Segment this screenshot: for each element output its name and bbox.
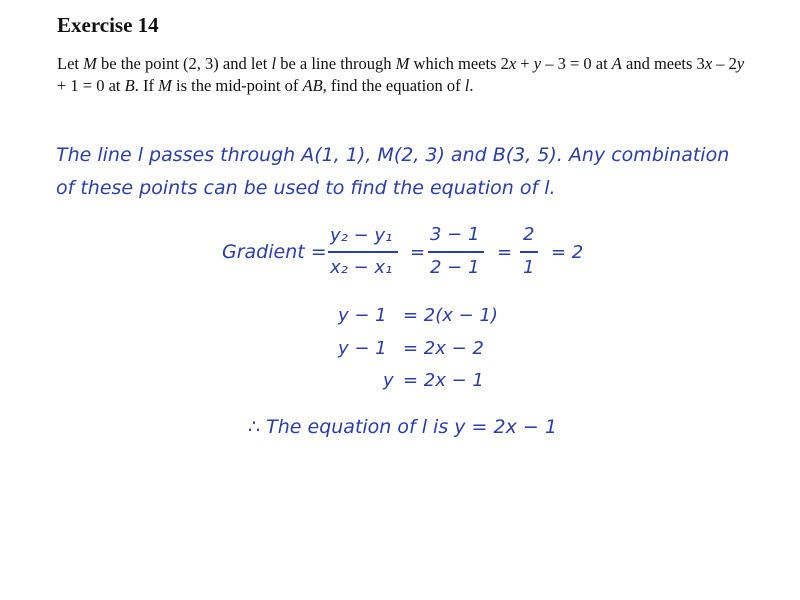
fraction-numerator: 3 − 1 bbox=[430, 224, 480, 245]
step-2-rhs: = 2x − 2 bbox=[403, 338, 484, 359]
solution-line-1: The line l passes through A(1, 1), M(2, 3) and B(3, 5). Any combination bbox=[56, 144, 730, 166]
gradient-label: Gradient = bbox=[222, 241, 327, 263]
solution-line-2: of these points can be used to find the equation of l. bbox=[56, 177, 556, 199]
step-1-rhs: = 2(x − 1) bbox=[403, 305, 498, 326]
equals-sign: = bbox=[497, 242, 513, 263]
step-2-lhs: y − 1 bbox=[338, 338, 387, 359]
equals-sign: = bbox=[410, 242, 426, 263]
fraction-bar bbox=[328, 251, 398, 253]
fraction-denominator: 2 − 1 bbox=[430, 257, 480, 278]
solution-intro bbox=[56, 139, 729, 205]
problem-statement: Let M be the point (2, 3) and let l be a line through M which meets 2x + y – 3 = 0 at A and meets 3x – 2y + 1 = 0 at B. If M is the mid-point of AB, find the equation of l. bbox=[57, 54, 745, 95]
gradient-result: = 2 bbox=[551, 242, 584, 263]
conclusion: ∴ The equation of l is y = 2x − 1 bbox=[248, 416, 557, 438]
formula-numerator: y₂ − y₁ bbox=[330, 225, 393, 246]
fraction-bar bbox=[428, 251, 484, 253]
step-3-rhs: = 2x − 1 bbox=[403, 370, 484, 391]
exercise-title: Exercise 14 bbox=[57, 13, 159, 37]
fraction-denominator: 1 bbox=[523, 257, 535, 278]
formula-denominator: x₂ − x₁ bbox=[330, 257, 393, 278]
fraction-numerator: 2 bbox=[523, 224, 535, 245]
step-1-lhs: y − 1 bbox=[338, 305, 387, 326]
fraction-bar bbox=[520, 251, 538, 253]
step-3-lhs: y bbox=[383, 370, 394, 391]
